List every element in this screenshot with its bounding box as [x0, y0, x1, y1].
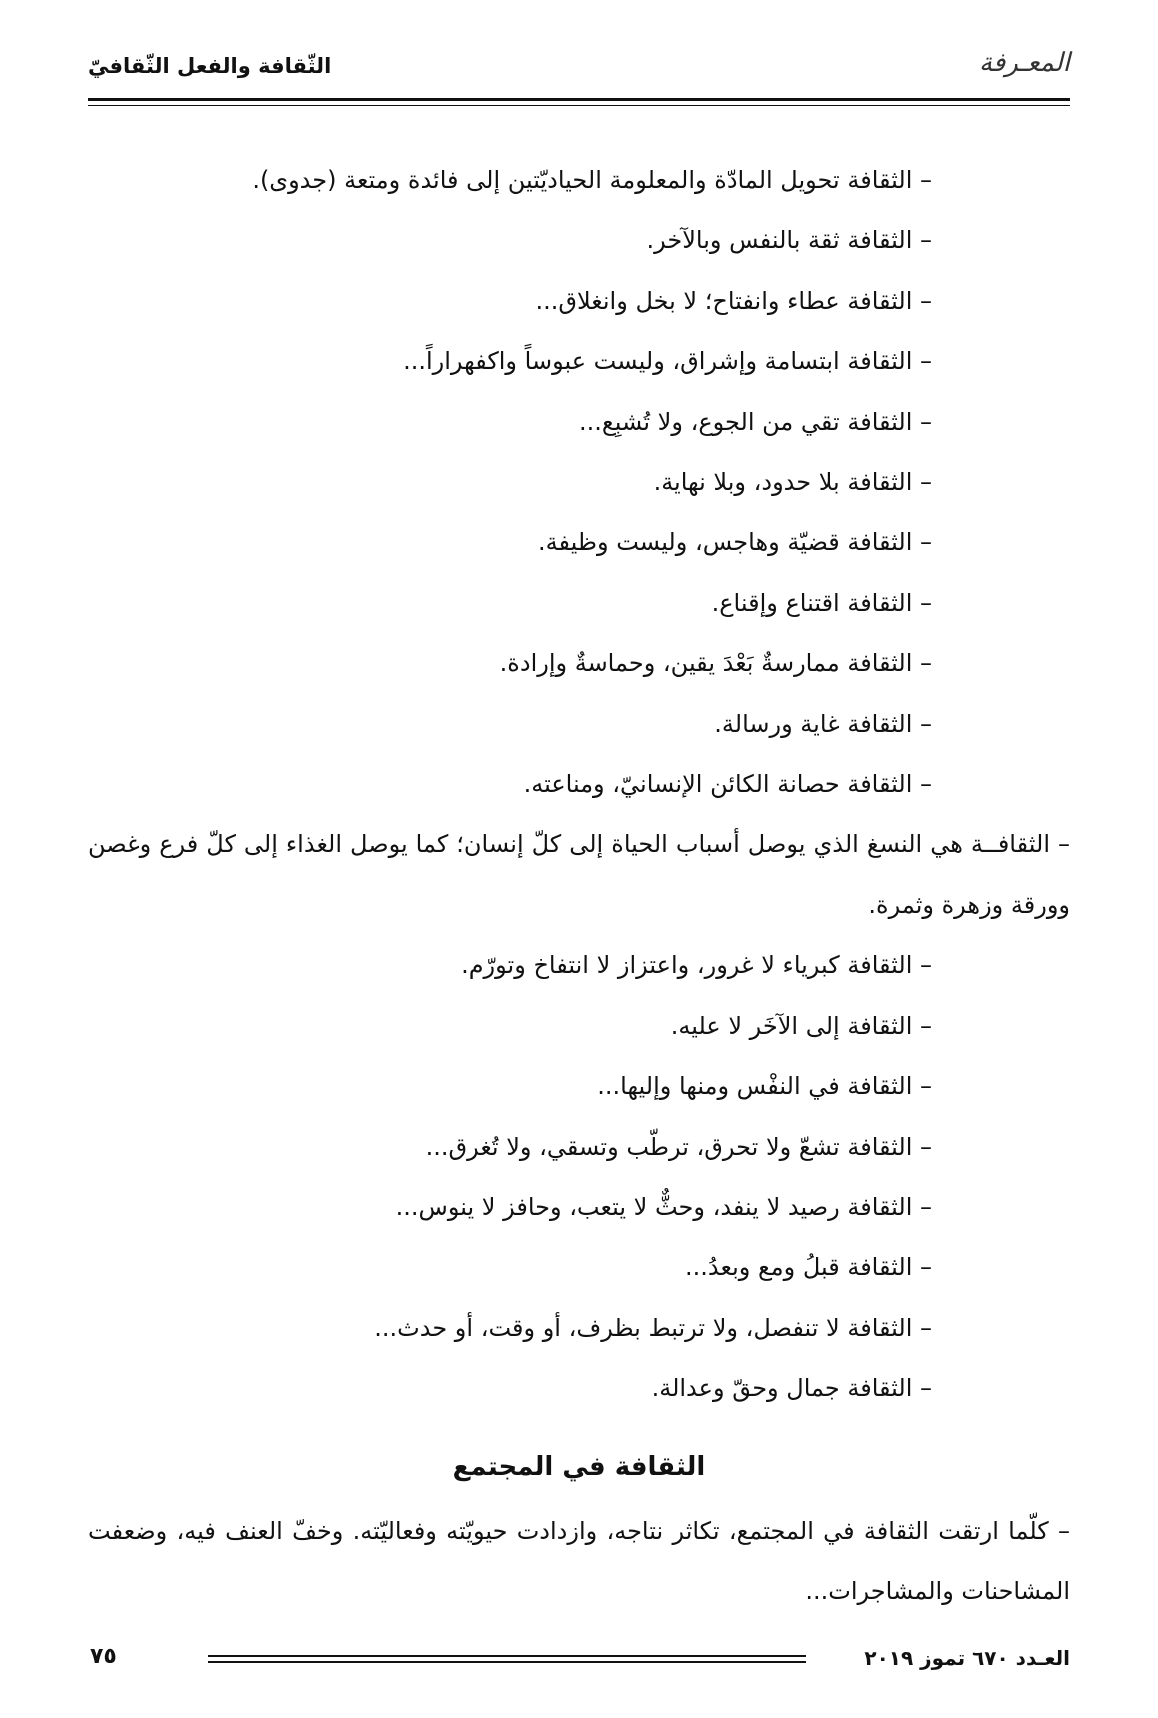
- list-item: – الثقافة جمال وحقّ وعدالة.: [651, 1374, 932, 1403]
- section-heading: الثقافة في المجتمع: [452, 1451, 706, 1482]
- page-footer: [88, 1640, 1070, 1680]
- body-content: [88, 150, 1070, 1621]
- list-item: – الثقافة كبرياء لا غرور، واعتزاز لا انتفاخ وتورّم.: [461, 951, 932, 980]
- magazine-logo: المعـرفة: [978, 48, 1070, 78]
- list-item: – الثقافة قضيّة وهاجس، وليست وظيفة.: [538, 528, 932, 557]
- header-rule-thick: [88, 98, 1070, 101]
- list-item: – الثقافة بلا حدود، وبلا نهاية.: [653, 468, 932, 497]
- list-item: – الثقافة حصانة الكائن الإنسانيّ، ومناعته.: [523, 770, 932, 799]
- issue-label: العـدد ٦٧٠ تموز ٢٠١٩: [864, 1646, 1070, 1670]
- list-item: – الثقافة لا تنفصل، ولا ترتبط بظرف، أو وقت، أو حدث...: [374, 1313, 932, 1342]
- list-item: – الثقافــة هي النسغ الذي يوصل أسباب الحياة إلى كلّ إنسان؛ كما يوصل الغذاء إلى كلّ فرع وغصن وورقة وزهرة وثمرة.: [88, 830, 1070, 919]
- list-item: – الثقافة ممارسةٌ بَعْدَ يقين، وحماسةٌ وإرادة.: [499, 649, 932, 678]
- footer-rule: [208, 1661, 806, 1663]
- list-item: – الثقافة عطاء وانفتاح؛ لا بخل وانغلاق...: [535, 286, 932, 315]
- list-item: – الثقافة تحويل المادّة والمعلومة الحياديّتين إلى فائدة ومتعة (جدوى).: [252, 166, 932, 194]
- list-item: – الثقافة إلى الآخَر لا عليه.: [670, 1011, 932, 1040]
- page-number: ٧٥: [90, 1644, 117, 1669]
- page-header: [88, 42, 1070, 98]
- list-item: – الثقافة في النفْس ومنها وإليها...: [597, 1072, 932, 1101]
- section-paragraph: – كلّما ارتقت الثقافة في المجتمع، تكاثر نتاجه، وازدادت حيويّته وفعاليّته. وخفّ العنف فيه، وضعفت المشاحنات والمشاجرات...: [88, 1516, 1070, 1605]
- list-item: – الثقافة اقتناع وإقناع.: [711, 588, 932, 617]
- running-title: الثّقافة والفعل الثّقافيّ: [88, 54, 332, 78]
- list-item: – الثقافة رصيد لا ينفد، وحثٌّ لا يتعب، وحافز لا ينوس...: [395, 1192, 932, 1221]
- header-rule-thin: [88, 105, 1070, 106]
- list-item: – الثقافة قبلُ ومع وبعدُ...: [685, 1253, 932, 1282]
- list-item: – الثقافة تشعّ ولا تحرق، ترطّب وتسقي، ولا تُغرق...: [425, 1132, 932, 1161]
- footer-rule: [208, 1655, 806, 1657]
- list-item: – الثقافة ثقة بالنفس وبالآخر.: [646, 226, 932, 255]
- list-item: – الثقافة ابتسامة وإشراق، وليست عبوساً واكفهراراً...: [403, 347, 932, 376]
- list-item: – الثقافة تقي من الجوع، ولا تُشبِع...: [579, 407, 932, 436]
- list-item: – الثقافة غاية ورسالة.: [714, 709, 932, 738]
